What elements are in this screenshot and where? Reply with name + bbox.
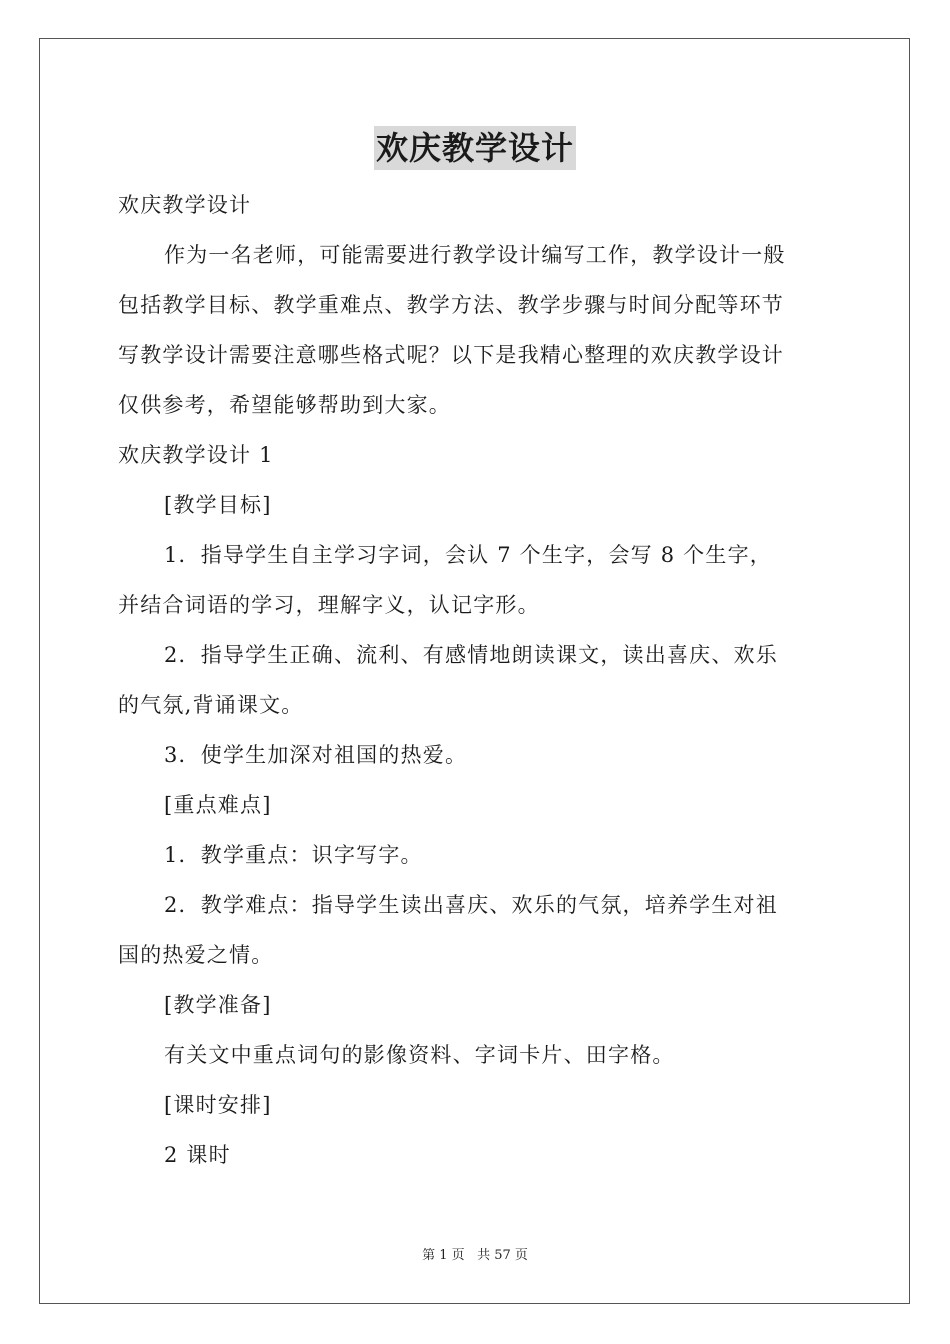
footer-total-pages: 共 57 页 <box>477 1248 528 1263</box>
text-line: [课时安排] <box>164 1093 272 1117</box>
text-line: 1．教学重点：识字写字。 <box>164 843 423 867</box>
text-line: 写教学设计需要注意哪些格式呢？以下是我精心整理的欢庆教学设计 <box>118 343 784 367</box>
text-line: [教学准备] <box>164 993 272 1017</box>
text-line: 有关文中重点词句的影像资料、字词卡片、田字格。 <box>164 1043 675 1067</box>
text-line: 欢庆教学设计 <box>118 193 252 217</box>
text-line: 并结合词语的学习，理解字义，认记字形。 <box>118 593 540 617</box>
title-area <box>0 126 950 170</box>
text-line: 1．指导学生自主学习字词，会认 7 个生字，会写 8 个生字， <box>164 543 772 567</box>
text-line: 3．使学生加深对祖国的热爱。 <box>164 743 468 767</box>
text-line: 2．教学难点：指导学生读出喜庆、欢乐的气氛，培养学生对祖 <box>164 893 778 917</box>
page-title: 欢庆教学设计 <box>374 126 576 170</box>
text-line: [教学目标] <box>164 493 272 517</box>
text-line: 仅供参考，希望能够帮助到大家。 <box>118 393 451 417</box>
page-footer <box>0 1246 950 1266</box>
text-line: [重点难点] <box>164 793 272 817</box>
text-line: 作为一名老师，可能需要进行教学设计编写工作，教学设计一般 <box>164 243 786 267</box>
document-body <box>118 180 838 1180</box>
text-line: 欢庆教学设计 1 <box>118 443 274 467</box>
footer-page-number: 第 1 页 <box>422 1248 465 1263</box>
text-line: 国的热爱之情。 <box>118 943 274 967</box>
text-line: 2 课时 <box>164 1143 231 1167</box>
text-line: 2．指导学生正确、流利、有感情地朗读课文，读出喜庆、欢乐 <box>164 643 778 667</box>
text-line: 包括教学目标、教学重难点、教学方法、教学步骤与时间分配等环节 <box>118 293 784 317</box>
text-line: 的气氛,背诵课文。 <box>118 693 304 717</box>
